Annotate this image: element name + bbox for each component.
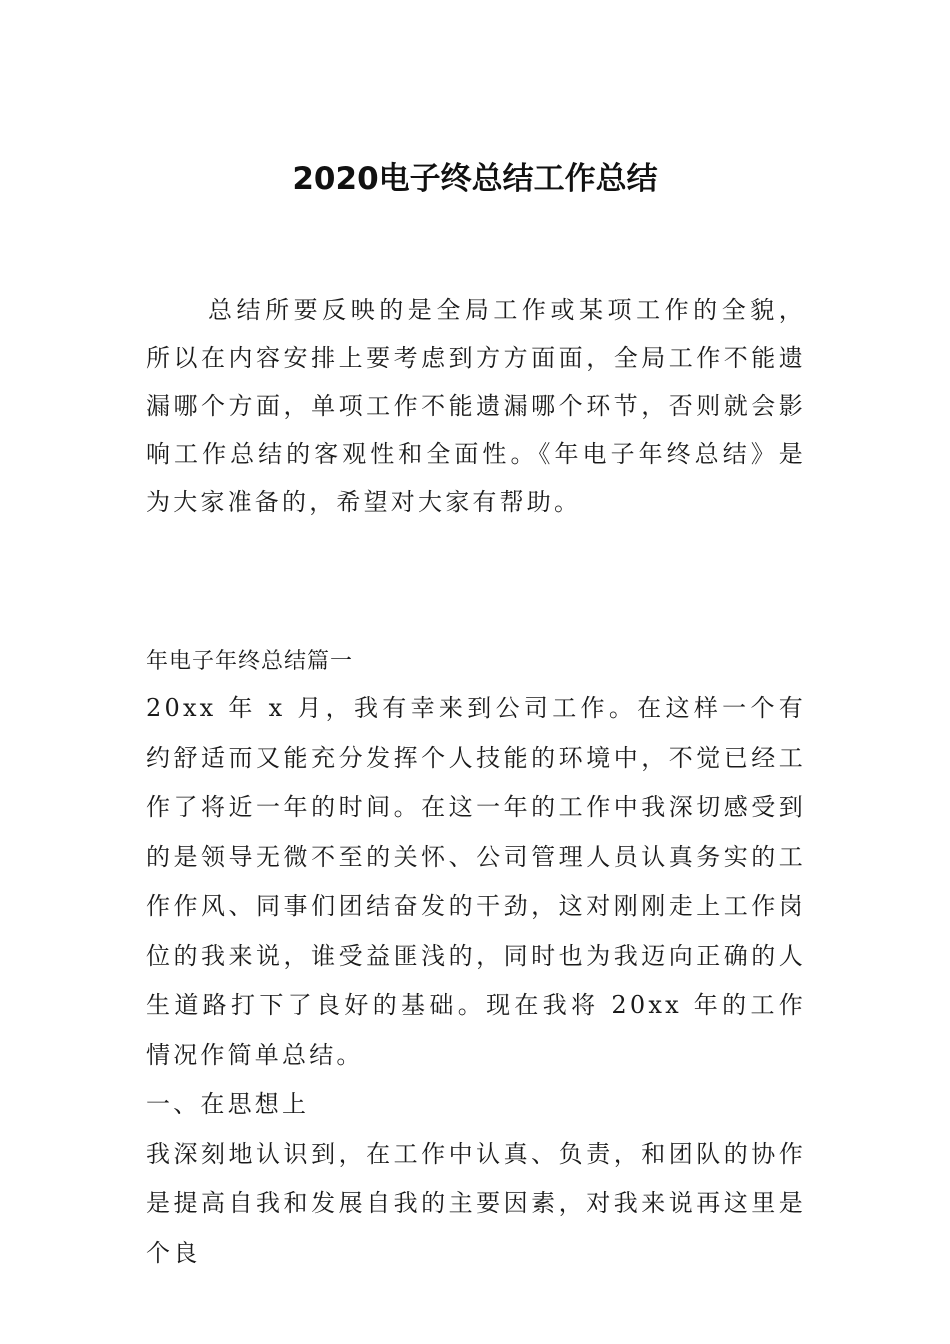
document-body [146, 640, 806, 1278]
body-paragraph: 我深刻地认识到，在工作中认真、负责，和团队的协作是提高自我和发展自我的主要因素，对我来说再这里是个良 [146, 1139, 806, 1267]
body-paragraph: 20xx 年 x 月，我有幸来到公司工作。在这样一个有约舒适而又能充分发挥个人技能的环境中，不觉已经工作了将近一年的时间。在这一年的工作中我深切感受到的是领导无微不至的关怀、公司管理人员认真务实的工作作风、同事们团结奋发的干劲，这对刚刚走上工作岗位的我来说，谁受益匪浅的，同时也为我迈向正确的人生道路打下了良好的基础。现在我将 20xx 年的工作情况作简单总结。 [146, 694, 806, 1069]
intro-paragraph: 总结所要反映的是全局工作或某项工作的全貌，所以在内容安排上要考虑到方方面面，全局工作不能遗漏哪个方面，单项工作不能遗漏哪个环节，否则就会影响工作总结的客观性和全面性。《年电子年终总结》是为大家准备的，希望对大家有帮助。 [146, 296, 806, 516]
subsection-heading: 一、在思想上 [146, 1090, 310, 1118]
section-title: 年电子年终总结篇一 [146, 649, 354, 674]
document-title: 2020电子终总结工作总结 [292, 161, 658, 197]
